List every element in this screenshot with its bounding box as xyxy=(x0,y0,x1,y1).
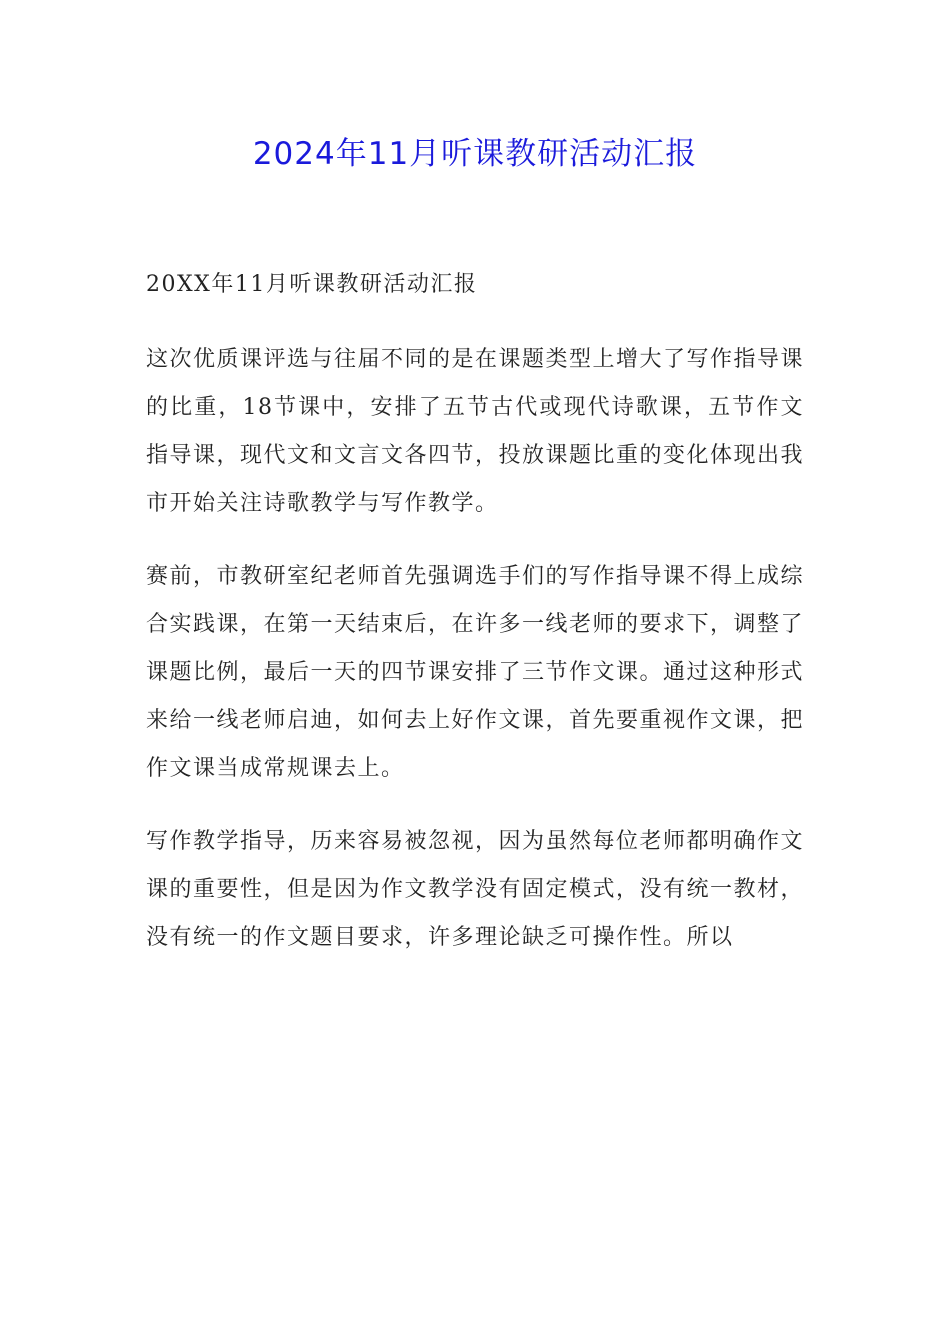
paragraph-3: 写作教学指导，历来容易被忽视，因为虽然每位老师都明确作文课的重要性，但是因为作文教学没有固定模式，没有统一教材，没有统一的作文题目要求，许多理论缺乏可操作性。所以 xyxy=(146,829,805,950)
paragraph-2: 赛前，市教研室纪老师首先强调选手们的写作指导课不得上成综合实践课，在第一天结束后，在许多一线老师的要求下，调整了课题比例，最后一天的四节课安排了三节作文课。通过这种形式来给一线老师启迪，如何去上好作文课，首先要重视作文课，把作文课当成常规课去上。 xyxy=(146,564,805,781)
document-body xyxy=(146,261,804,987)
document-subtitle: 20XX年11月听课教研活动汇报 xyxy=(146,272,478,297)
document-title: 2024年11月听课教研活动汇报 xyxy=(252,136,698,172)
paragraph-1: 这次优质课评选与往届不同的是在课题类型上增大了写作指导课的比重，18节课中，安排了五节古代或现代诗歌课，五节作文指导课，现代文和文言文各四节，投放课题比重的变化体现出我市开始关注诗歌教学与写作教学。 xyxy=(146,347,805,516)
